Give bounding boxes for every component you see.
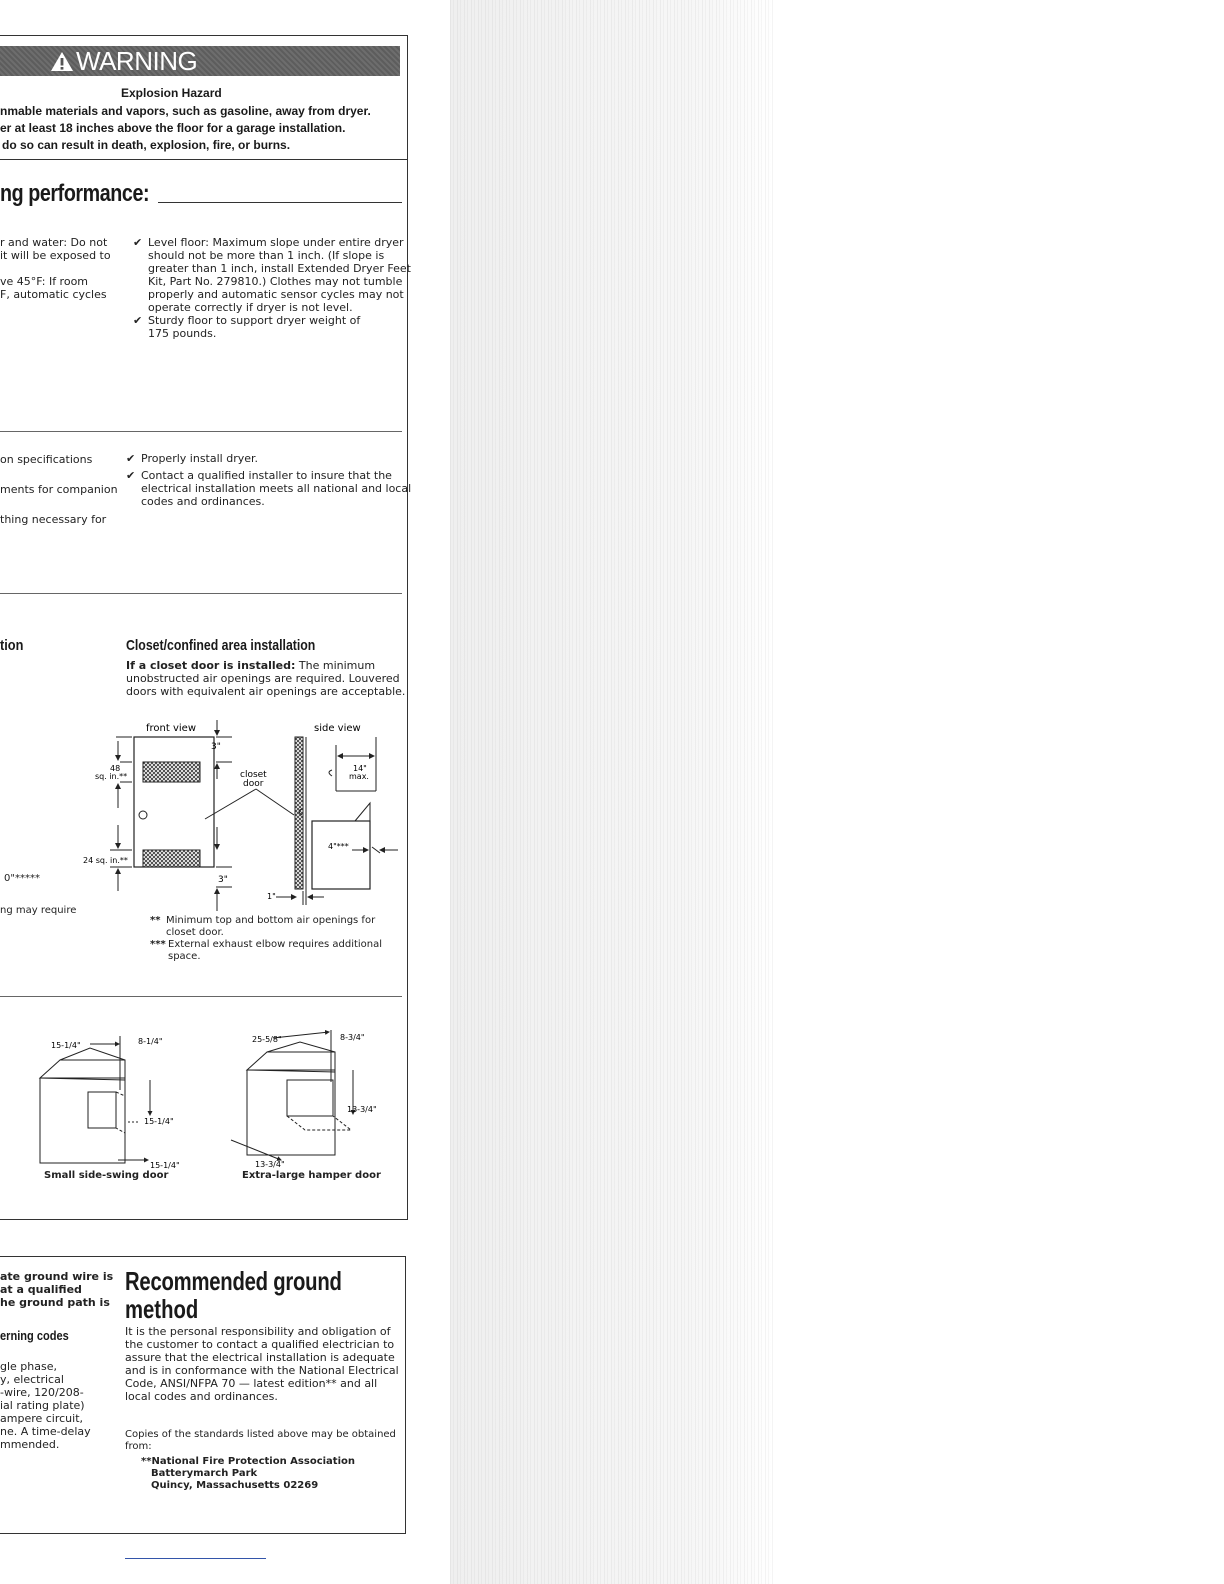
electrical-left-text-b: gle phase, y, electrical -wire, 120/208- ial rating plate) ampere circuit, ne. A time-delay mmended. xyxy=(0,1360,91,1451)
closet-text: If a closet door is installed: The minimum unobstructed air openings are required. Louvered doors with equivalent air openings are acceptable. xyxy=(126,659,406,698)
ground-method-heading-2: method xyxy=(125,1294,199,1324)
left-note-2: ng may require xyxy=(0,905,77,916)
svg-text:3": 3" xyxy=(218,875,228,885)
front-view-label: front view xyxy=(146,723,196,734)
large-door-label: Extra-large hamper door xyxy=(242,1170,381,1181)
svg-text:15-1/4": 15-1/4" xyxy=(51,1041,81,1050)
copies-note: Copies of the standards listed above may be obtained from: xyxy=(125,1429,396,1452)
nfpa-address: **National Fire Protection Association Batterymarch Park Quincy, Massachusetts 02269 xyxy=(141,1456,355,1491)
svg-text:48: 48 xyxy=(110,764,121,773)
door-knob xyxy=(139,811,147,819)
warning-title: WARNING xyxy=(50,46,197,76)
svg-text:8-1/4": 8-1/4" xyxy=(138,1037,163,1046)
governing-codes-heading: erning codes xyxy=(0,1328,69,1343)
svg-text:closet: closet xyxy=(240,770,267,780)
diagram-notes: ** Minimum top and bottom air openings for closet door. *** External exhaust elbow requires additional space. xyxy=(150,915,383,962)
svg-text:8-3/4": 8-3/4" xyxy=(340,1033,365,1042)
warning-line-1: nmable materials and vapors, such as gasoline, away from dryer. xyxy=(0,104,371,118)
heading-rule xyxy=(158,202,402,203)
top-vent xyxy=(143,762,200,782)
small-door-diagram xyxy=(30,1030,190,1170)
svg-text:4"***: 4"*** xyxy=(328,842,349,851)
svg-text:13-3/4": 13-3/4" xyxy=(255,1160,285,1169)
checkmark-icon: ✔ xyxy=(126,469,136,482)
closet-door-front xyxy=(134,737,214,867)
warning-line-3: do so can result in death, explosion, fire, or burns. xyxy=(2,138,291,152)
svg-text:24 sq. in.**: 24 sq. in.** xyxy=(83,856,128,865)
small-door-label: Small side-swing door xyxy=(44,1170,169,1181)
bottom-vent xyxy=(143,850,200,867)
divider-3 xyxy=(0,996,402,997)
closet-diagram xyxy=(80,715,410,915)
dryer-side xyxy=(312,821,370,889)
svg-text:15-1/4": 15-1/4" xyxy=(144,1117,174,1126)
svg-text:door: door xyxy=(243,779,264,789)
performance-heading: ng performance: xyxy=(0,180,150,207)
svg-text:max.: max. xyxy=(349,772,369,781)
hazard-label: Explosion Hazard xyxy=(121,86,222,100)
svg-text:13-3/4": 13-3/4" xyxy=(347,1105,377,1114)
ground-method-paragraph: It is the personal responsibility and obligation of the customer to contact a qualified electrician to assure that the electrical installation is adequate and is in conformance with the National Electrical Code, ANSI/NFPA 70 — latest edition** and all local codes and ordinances. xyxy=(125,1325,399,1403)
warning-line-2: er at least 18 inches above the floor for a garage installation. xyxy=(0,121,346,135)
left-note-1: 0"***** xyxy=(4,873,40,884)
level-floor-item: ✔ Level floor: Maximum slope under entire dryer should not be more than 1 inch. (If slope is greater than 1 inch, install Extended Dryer Feet Kit, Part No. 279810.) Clothes may not tumble properly and automatic sensor cycles may not operate correctly if dryer is not level. ✔ Sturdy floor to support dryer weight of 175 pounds. xyxy=(133,236,411,340)
svg-text:25-5/8": 25-5/8" xyxy=(252,1035,282,1044)
checkmark-icon: ✔ xyxy=(133,236,143,249)
performance-left-text: r and water: Do not it will be exposed to ve 45°F: If room F, automatic cycles xyxy=(0,236,111,301)
side-view-label: side view xyxy=(314,723,361,734)
warning-triangle-icon xyxy=(50,51,74,72)
footer-rule xyxy=(125,1558,266,1559)
divider-1 xyxy=(0,431,402,432)
responsibilities-left-text: on specifications ments for companion thing necessary for xyxy=(0,453,118,526)
closet-heading: Closet/confined area installation xyxy=(126,637,316,654)
checkmark-icon: ✔ xyxy=(126,452,136,465)
scan-texture xyxy=(450,0,774,1584)
ground-method-heading-1: Recommended ground xyxy=(125,1266,342,1296)
checkmark-icon: ✔ xyxy=(133,314,143,327)
svg-text:14": 14" xyxy=(353,764,367,773)
installation-left-heading: tion xyxy=(0,637,24,654)
divider-2 xyxy=(0,593,402,594)
large-door-diagram xyxy=(225,1030,395,1170)
responsibilities-right-text: ✔ Properly install dryer. ✔ Contact a qualified installer to insure that the electrical installation meets all national and local codes and ordinances. xyxy=(126,452,412,508)
closet-wall xyxy=(295,737,303,889)
svg-text:3": 3" xyxy=(211,742,221,752)
svg-text:1": 1" xyxy=(267,892,276,901)
svg-text:sq. in.**: sq. in.** xyxy=(95,772,128,781)
electrical-left-text-a: ate ground wire is at a qualified he ground path is xyxy=(0,1270,114,1309)
svg-text:15-1/4": 15-1/4" xyxy=(150,1161,180,1170)
